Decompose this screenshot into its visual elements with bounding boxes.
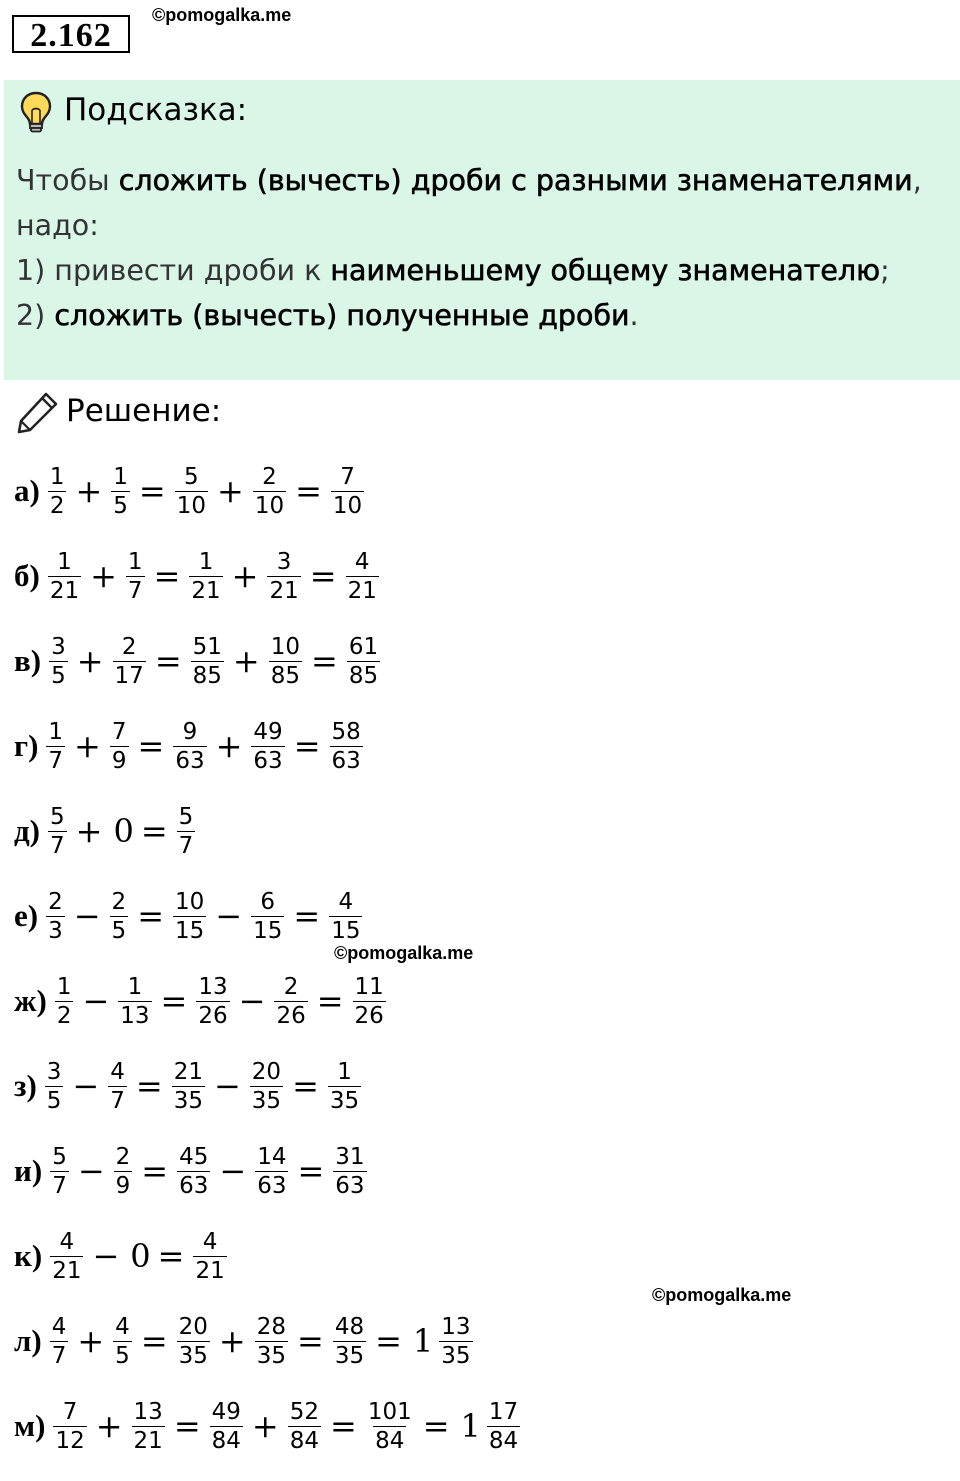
- numerator: 1: [56, 973, 72, 1000]
- whole-number: 1: [412, 1322, 434, 1360]
- numerator: 4: [354, 548, 370, 575]
- fraction: [267, 548, 300, 605]
- fraction: [46, 718, 65, 775]
- fraction: [50, 1143, 69, 1200]
- solution-row: [14, 1135, 371, 1207]
- numerator: 5: [50, 803, 65, 830]
- operator: +: [232, 642, 260, 680]
- fraction: [48, 548, 81, 605]
- operator: =: [137, 727, 165, 765]
- numerator: 4: [110, 1058, 125, 1085]
- denominator: 7: [52, 1172, 67, 1199]
- fraction: [45, 1058, 64, 1115]
- numerator: 21: [173, 1058, 203, 1085]
- fraction: [177, 803, 196, 860]
- denominator: 13: [120, 1002, 150, 1029]
- operator: +: [215, 727, 243, 765]
- operator: +: [76, 642, 104, 680]
- item-label: и): [14, 1153, 43, 1188]
- operator: =: [173, 1407, 201, 1445]
- fraction: [110, 718, 129, 775]
- fraction: [210, 1398, 243, 1455]
- fraction: [251, 888, 284, 945]
- numerator: 17: [488, 1398, 519, 1425]
- numerator: 4: [51, 1313, 67, 1340]
- denominator: 26: [198, 1002, 228, 1029]
- denominator: 7: [50, 832, 65, 859]
- denominator: 3: [48, 917, 63, 944]
- operator: +: [77, 1322, 105, 1360]
- numerator: 4: [338, 888, 354, 915]
- fraction: [175, 463, 208, 520]
- denominator: 85: [192, 662, 222, 689]
- operator: −: [73, 897, 101, 935]
- numerator: 1: [337, 1058, 352, 1085]
- fraction: [255, 1143, 288, 1200]
- operator: =: [297, 1322, 324, 1360]
- fraction: [333, 1313, 366, 1370]
- denominator: 63: [179, 1172, 209, 1199]
- denominator: 10: [332, 492, 363, 519]
- operator: =: [295, 472, 322, 510]
- solution-row: [14, 795, 199, 867]
- lightbulb-icon: [18, 90, 54, 139]
- solution-title: Решение:: [66, 393, 222, 429]
- operator: =: [137, 897, 164, 935]
- operator: +: [75, 472, 103, 510]
- numerator: 10: [175, 888, 205, 915]
- fraction: [50, 1313, 69, 1370]
- denominator: 17: [114, 662, 144, 689]
- numerator: 6: [260, 888, 276, 915]
- denominator: 15: [331, 917, 361, 944]
- operator: =: [140, 1322, 168, 1360]
- operator: =: [154, 642, 182, 680]
- numerator: 10: [270, 633, 300, 660]
- denominator: 7: [178, 832, 194, 859]
- solution-row: [14, 1220, 231, 1292]
- numerator: 1: [113, 463, 128, 490]
- numerator: 7: [111, 718, 127, 745]
- fraction: [328, 1058, 361, 1115]
- fraction: [177, 1313, 210, 1370]
- numerator: 7: [340, 463, 355, 490]
- numerator: 2: [48, 888, 63, 915]
- numerator: 3: [51, 633, 66, 660]
- fraction: [196, 973, 229, 1030]
- denominator: 63: [253, 747, 283, 774]
- operator: =: [135, 1067, 163, 1105]
- item-label: м): [14, 1408, 46, 1443]
- denominator: 15: [253, 917, 283, 944]
- operator: +: [75, 812, 103, 850]
- denominator: 84: [289, 1427, 320, 1454]
- numerator: 13: [133, 1398, 163, 1425]
- operator: −: [213, 1067, 241, 1105]
- denominator: 9: [111, 747, 127, 774]
- operator: −: [219, 1152, 247, 1190]
- operator: =: [309, 557, 337, 595]
- fraction: [330, 718, 363, 775]
- operator: +: [90, 557, 117, 595]
- denominator: 21: [191, 577, 221, 604]
- denominator: 84: [211, 1427, 241, 1454]
- numerator: 5: [178, 803, 194, 830]
- fraction: [288, 1398, 321, 1455]
- numerator: 58: [331, 718, 361, 745]
- numerator: 1: [198, 548, 214, 575]
- fraction: [251, 718, 284, 775]
- denominator: 35: [256, 1342, 286, 1369]
- denominator: 21: [49, 577, 80, 604]
- fraction: [253, 463, 286, 520]
- numerator: 5: [52, 1143, 67, 1170]
- numerator: 4: [115, 1313, 130, 1340]
- hint-box: [4, 80, 960, 380]
- numerator: 11: [354, 973, 384, 1000]
- numerator: 3: [46, 1058, 62, 1085]
- operator: =: [293, 727, 321, 765]
- denominator: 5: [51, 662, 66, 689]
- numerator: 1: [49, 463, 65, 490]
- denominator: 63: [257, 1172, 287, 1199]
- numerator: 51: [192, 633, 222, 660]
- denominator: 21: [347, 577, 377, 604]
- denominator: 10: [254, 492, 285, 519]
- fraction: [487, 1398, 520, 1455]
- numerator: 1: [48, 718, 64, 745]
- item-label: б): [14, 558, 40, 593]
- fraction: [173, 718, 206, 775]
- operator: =: [157, 1237, 185, 1275]
- numerator: 2: [111, 888, 127, 915]
- operator: +: [231, 557, 259, 595]
- item-label: в): [14, 643, 42, 678]
- solution-row: [14, 1390, 524, 1462]
- denominator: 9: [115, 1172, 131, 1199]
- numerator: 14: [257, 1143, 287, 1170]
- fraction: [333, 1143, 366, 1200]
- denominator: 35: [334, 1342, 365, 1369]
- solution-row: [14, 710, 367, 782]
- numerator: 2: [121, 633, 137, 660]
- operator: =: [141, 1152, 169, 1190]
- denominator: 21: [52, 1257, 82, 1284]
- solution-row: [14, 1305, 477, 1377]
- operator: +: [95, 1407, 123, 1445]
- numerator: 2: [262, 463, 277, 490]
- denominator: 26: [354, 1002, 384, 1029]
- hint-text: Чтобы сложить (вычесть) дроби с разными знаменателями, надо: 1) привести дроби к наименьшему общему знаменателю; 2) сложить (вычесть) полученные дроби.: [16, 164, 922, 332]
- denominator: 63: [335, 1172, 365, 1199]
- numerator: 49: [253, 718, 283, 745]
- denominator: 35: [178, 1342, 208, 1369]
- numerator: 31: [335, 1143, 365, 1170]
- fraction: [172, 1058, 205, 1115]
- denominator: 5: [46, 1087, 62, 1114]
- numerator: 1: [127, 973, 143, 1000]
- denominator: 7: [110, 1087, 125, 1114]
- denominator: 2: [49, 492, 65, 519]
- numerator: 5: [184, 463, 199, 490]
- fraction: [113, 1313, 132, 1370]
- operator: =: [293, 897, 321, 935]
- fraction: [111, 463, 130, 520]
- denominator: 84: [488, 1427, 519, 1454]
- fraction: [132, 1398, 165, 1455]
- fraction: [46, 888, 65, 945]
- pencil-icon: [16, 390, 60, 439]
- operator: +: [74, 727, 101, 765]
- fraction: [366, 1398, 414, 1455]
- denominator: 10: [176, 492, 207, 519]
- denominator: 21: [133, 1427, 163, 1454]
- fraction: [177, 1143, 210, 1200]
- numerator: 61: [348, 633, 379, 660]
- denominator: 85: [270, 662, 300, 689]
- fraction: [269, 633, 302, 690]
- operator: −: [82, 982, 110, 1020]
- solution-row: [14, 540, 383, 612]
- operator: =: [375, 1322, 402, 1360]
- denominator: 12: [55, 1427, 85, 1454]
- denominator: 7: [51, 1342, 67, 1369]
- numerator: 13: [198, 973, 228, 1000]
- numerator: 3: [276, 548, 292, 575]
- numerator: 28: [256, 1313, 286, 1340]
- operator: =: [311, 642, 338, 680]
- item-label: з): [14, 1068, 37, 1103]
- operator: =: [330, 1407, 357, 1445]
- operator: +: [218, 1322, 246, 1360]
- operator: =: [153, 557, 181, 595]
- solution-row: [14, 880, 366, 952]
- numerator: 48: [334, 1313, 365, 1340]
- numerator: 49: [211, 1398, 241, 1425]
- fraction: [250, 1058, 283, 1115]
- fraction: [114, 1143, 133, 1200]
- whole-number: 1: [460, 1407, 481, 1445]
- fraction: [48, 803, 67, 860]
- solution-row: [14, 625, 384, 697]
- fraction: [110, 888, 129, 945]
- item-label: е): [14, 898, 39, 933]
- numerator: 20: [178, 1313, 208, 1340]
- item-label: г): [14, 728, 39, 763]
- fraction: [118, 973, 151, 1030]
- fraction: [126, 548, 145, 605]
- operator: −: [92, 1237, 120, 1275]
- fraction: [173, 888, 206, 945]
- whole-number: 0: [130, 1237, 151, 1275]
- fraction: [346, 548, 379, 605]
- denominator: 35: [329, 1087, 360, 1114]
- operator: =: [422, 1407, 450, 1445]
- numerator: 9: [182, 718, 198, 745]
- denominator: 84: [375, 1427, 405, 1454]
- task-number: 2.162: [12, 15, 130, 53]
- numerator: 4: [59, 1228, 75, 1255]
- denominator: 5: [115, 1342, 130, 1369]
- numerator: 20: [251, 1058, 282, 1085]
- fraction: [353, 973, 386, 1030]
- numerator: 13: [441, 1313, 471, 1340]
- item-label: д): [14, 813, 41, 848]
- fraction: [331, 463, 364, 520]
- operator: =: [140, 812, 168, 850]
- operator: =: [160, 982, 188, 1020]
- fraction: [439, 1313, 472, 1370]
- numerator: 7: [62, 1398, 78, 1425]
- denominator: 85: [348, 662, 379, 689]
- denominator: 5: [111, 917, 127, 944]
- operator: +: [217, 472, 244, 510]
- fraction: [274, 973, 307, 1030]
- numerator: 4: [202, 1228, 218, 1255]
- fraction: [193, 1228, 226, 1285]
- operator: −: [215, 897, 243, 935]
- denominator: 26: [276, 1002, 306, 1029]
- fraction: [191, 633, 224, 690]
- numerator: 2: [283, 973, 299, 1000]
- fraction: [113, 633, 146, 690]
- denominator: 15: [175, 917, 205, 944]
- fraction: [255, 1313, 288, 1370]
- numerator: 101: [367, 1398, 412, 1425]
- operator: =: [316, 982, 344, 1020]
- denominator: 7: [48, 747, 64, 774]
- operator: −: [72, 1067, 100, 1105]
- fraction: [108, 1058, 127, 1115]
- hint-title: Подсказка:: [64, 92, 248, 128]
- denominator: 63: [175, 747, 205, 774]
- operator: =: [292, 1067, 319, 1105]
- denominator: 2: [56, 1002, 72, 1029]
- operator: =: [297, 1152, 325, 1190]
- denominator: 63: [331, 747, 361, 774]
- numerator: 1: [57, 548, 72, 575]
- denominator: 35: [251, 1087, 282, 1114]
- operator: −: [77, 1152, 105, 1190]
- fraction: [55, 973, 74, 1030]
- item-label: ж): [14, 983, 47, 1018]
- solution-row: [14, 965, 390, 1037]
- numerator: 52: [289, 1398, 320, 1425]
- solution-row: [14, 455, 368, 527]
- fraction: [329, 888, 362, 945]
- watermark: ©pomogalka.me: [334, 943, 474, 963]
- item-label: л): [14, 1323, 42, 1358]
- fraction: [50, 1228, 83, 1285]
- fraction: [53, 1398, 86, 1455]
- fraction: [48, 463, 67, 520]
- denominator: 21: [195, 1257, 225, 1284]
- fraction: [49, 633, 68, 690]
- item-label: а): [14, 473, 40, 508]
- fraction: [347, 633, 380, 690]
- numerator: 2: [115, 1143, 131, 1170]
- operator: =: [138, 472, 166, 510]
- item-label: к): [14, 1238, 43, 1273]
- operator: −: [238, 982, 266, 1020]
- numerator: 45: [179, 1143, 209, 1170]
- denominator: 35: [173, 1087, 203, 1114]
- operator: +: [251, 1407, 279, 1445]
- watermark: ©pomogalka.me: [152, 5, 292, 25]
- solution-row: [14, 1050, 365, 1122]
- denominator: 35: [441, 1342, 471, 1369]
- denominator: 21: [269, 577, 299, 604]
- whole-number: 0: [113, 812, 134, 850]
- denominator: 5: [113, 492, 128, 519]
- watermark: ©pomogalka.me: [652, 1285, 792, 1305]
- denominator: 7: [127, 577, 143, 604]
- fraction: [189, 548, 222, 605]
- numerator: 1: [127, 548, 143, 575]
